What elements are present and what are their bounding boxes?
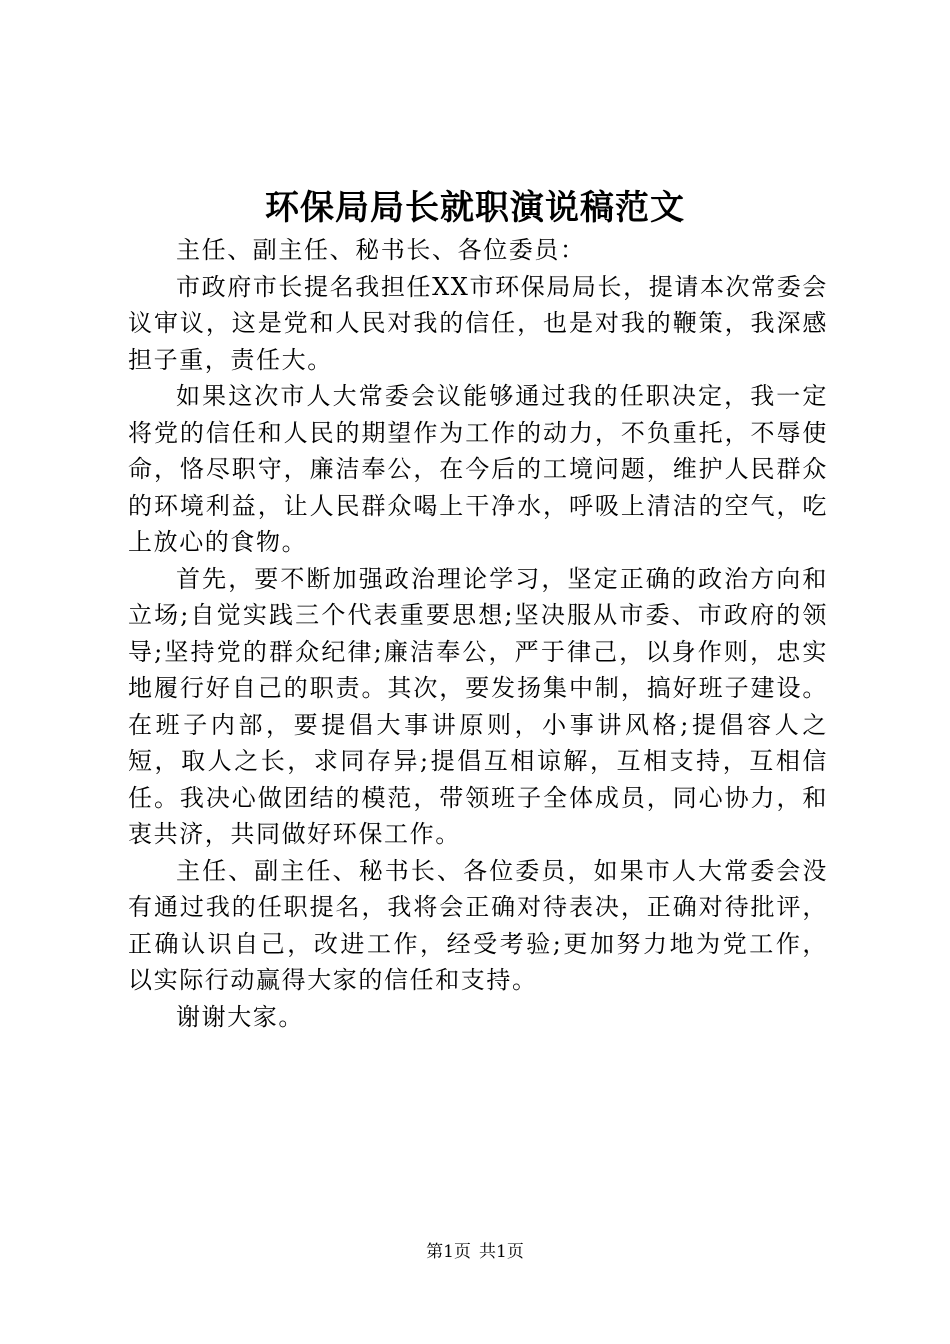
page-number: 第1页 <box>426 1242 471 1262</box>
paragraph-if-rejected: 主任、副主任、秘书长、各位委员，如果市人大常委会没有通过我的任职提名，我将会正确对待表决，正确对待批评，正确认识自己，改进工作，经受考验;更加努力地为党工作，以实际行动赢得大家的信任和支持。 <box>128 856 828 994</box>
document-body <box>128 232 828 1035</box>
page-footer <box>0 1240 950 1264</box>
paragraph-plans: 首先，要不断加强政治理论学习，坚定正确的政治方向和立场;自觉实践三个代表重要思想;坚决服从市委、市政府的领导;坚持党的群众纪律;廉洁奉公，严于律己，以身作则，忠实地履行好自己的职责。其次，要发扬集中制，搞好班子建设。在班子内部，要提倡大事讲原则，小事讲风格;提倡容人之短，取人之长，求同存异;提倡互相谅解，互相支持，互相信任。我决心做团结的模范，带领班子全体成员，同心协力，和衷共济，共同做好环保工作。 <box>128 564 828 848</box>
page-total: 共1页 <box>479 1242 524 1262</box>
paragraph-thanks: 谢谢大家。 <box>176 1002 304 1031</box>
paragraph-salutation: 主任、副主任、秘书长、各位委员： <box>176 236 586 264</box>
paragraph-nomination: 市政府市长提名我担任XX市环保局局长，提请本次常委会议审议，这是党和人民对我的信任，也是对我的鞭策，我深感担子重，责任大。 <box>128 272 828 374</box>
paragraph-commitment: 如果这次市人大常委会议能够通过我的任职决定，我一定将党的信任和人民的期望作为工作的动力，不负重托，不辱使命，恪尽职守，廉洁奉公，在今后的工境问题，维护人民群众的环境利益，让人民群众喝上干净水，呼吸上清洁的空气，吃上放心的食物。 <box>128 382 828 556</box>
document-title: 环保局局长就职演说稿范文 <box>265 188 685 228</box>
